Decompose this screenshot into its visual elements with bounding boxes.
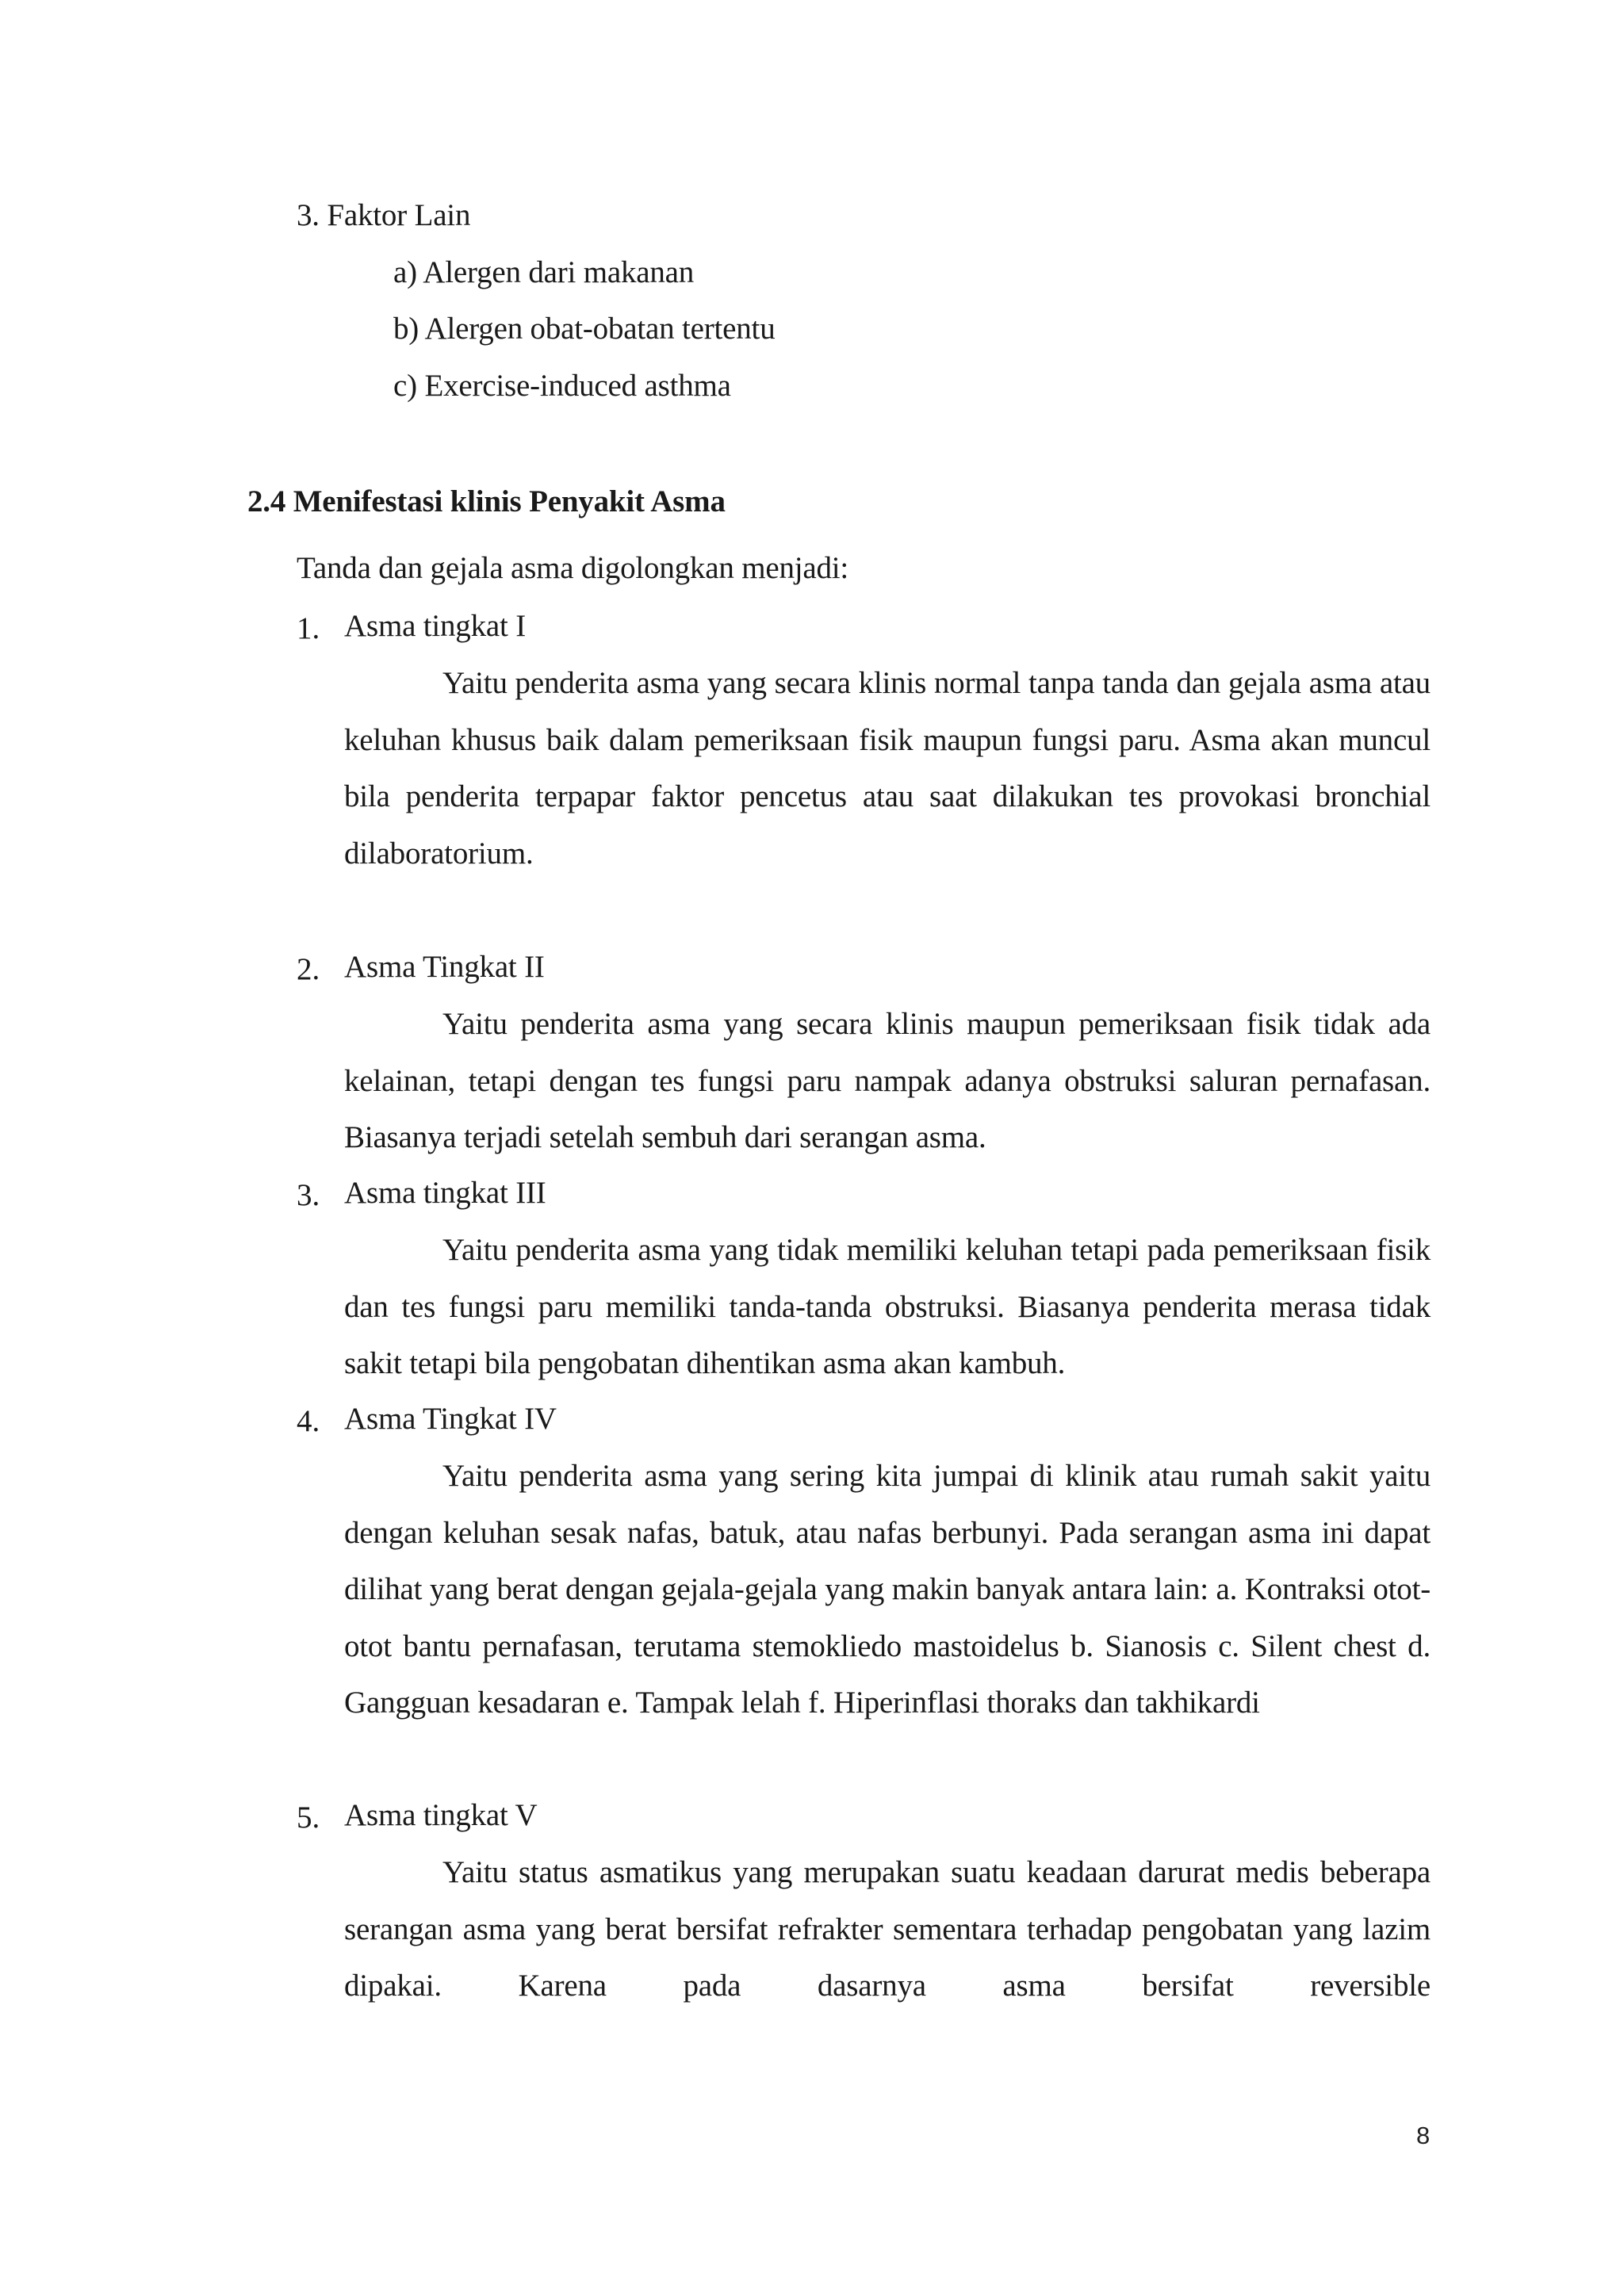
section-heading: 2.4 Menifestasi klinis Penyakit Asma <box>247 484 726 519</box>
list-item-paragraph: Yaitu penderita asma yang secara klinis maupun pemeriksaan fisik tidak ada kelainan, tetapi dengan tes fungsi paru nampak adanya obstruksi saluran pernafasan. Biasanya terjadi setelah sembuh dari serangan asma. <box>344 1007 1431 1154</box>
faktor-lain-title: 3. Faktor Lain <box>297 198 471 232</box>
list-item-number: 2. <box>297 952 320 986</box>
list-item-title: Asma tingkat III <box>344 1176 546 1210</box>
faktor-lain-item: b) Alergen obat-obatan tertentu <box>393 312 776 346</box>
list-item-title: Asma tingkat I <box>344 609 526 643</box>
list-item-paragraph: Yaitu penderita asma yang sering kita jumpai di klinik atau rumah sakit yaitu dengan keluhan sesak nafas, batuk, atau nafas berbunyi. Pada serangan asma ini dapat dilihat yang berat dengan gejala-gejala yang makin banyak antara lain: a. Kontraksi otot-otot bantu pernafasan, terutama stemokliedo mastoidelus b. Sianosis c. Silent chest d. Gangguan kesadaran e. Tampak lelah f. Hiperinflasi thoraks dan takhikardi <box>344 1459 1431 1720</box>
list-item-paragraph: Yaitu status asmatikus yang merupakan suatu keadaan darurat medis beberapa serangan asma yang berat bersifat refrakter sementara terhadap pengobatan yang lazim dipakai. Karena pada dasarnya asma bersifat reversible <box>344 1855 1431 2003</box>
list-item-paragraph: Yaitu penderita asma yang secara klinis normal tanpa tanda dan gejala asma atau keluhan khusus baik dalam pemeriksaan fisik maupun fungsi paru. Asma akan muncul bila penderita terpapar faktor pencetus atau saat dilakukan tes provokasi bronchial dilaboratorium. <box>344 666 1431 871</box>
list-item-number: 3. <box>297 1178 320 1212</box>
list-item-number: 5. <box>297 1800 320 1835</box>
list-item-title: Asma Tingkat II <box>344 950 545 984</box>
section-intro: Tanda dan gejala asma digolongkan menjadi: <box>297 551 849 585</box>
faktor-lain-item: a) Alergen dari makanan <box>393 255 695 289</box>
list-item-title: Asma Tingkat IV <box>344 1402 557 1436</box>
list-item-number: 4. <box>297 1404 320 1438</box>
list-item-paragraph: Yaitu penderita asma yang tidak memiliki keluhan tetapi pada pemeriksaan fisik dan tes fungsi paru memiliki tanda-tanda obstruksi. Biasanya penderita merasa tidak sakit tetapi bila pengobatan dihentikan asma akan kambuh. <box>344 1233 1431 1380</box>
page-number: 8 <box>1416 2122 1431 2149</box>
list-item-title: Asma tingkat V <box>344 1798 538 1832</box>
list-item-number: 1. <box>297 611 320 645</box>
faktor-lain-item: c) Exercise-induced asthma <box>393 369 731 403</box>
